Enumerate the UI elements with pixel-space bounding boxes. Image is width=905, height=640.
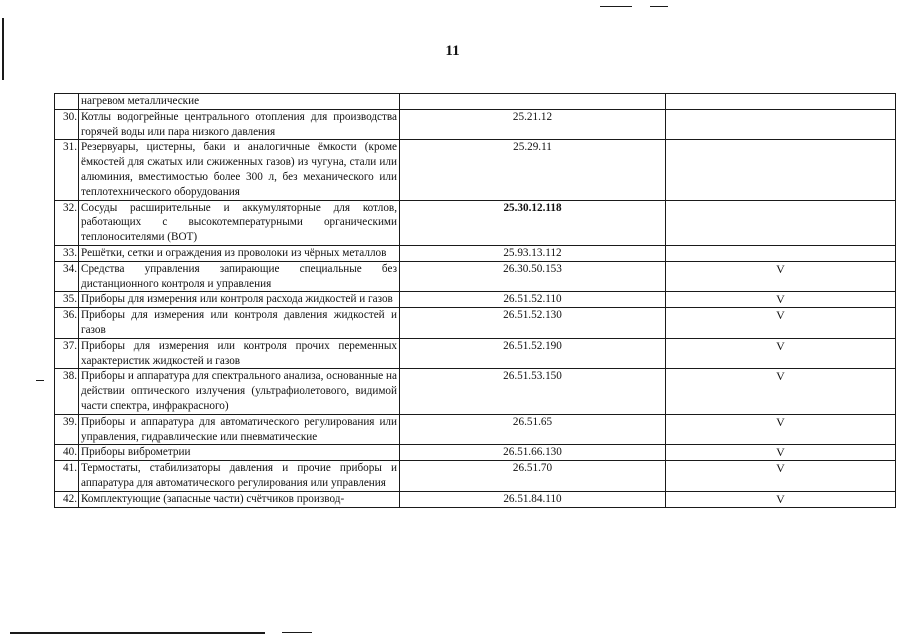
row-number: 30. [55, 109, 79, 140]
scan-edge-mark-top-2 [650, 6, 668, 7]
row-number: 42. [55, 491, 79, 507]
table-row [55, 245, 896, 261]
check-mark: V [666, 338, 896, 369]
product-name: Приборы для измерения или контроля давления жидкостей и газов [79, 308, 400, 339]
check-mark: V [666, 261, 896, 292]
row-number: 33. [55, 245, 79, 261]
registry-table-body [55, 94, 896, 508]
check-mark: V [666, 445, 896, 461]
product-name: Сосуды расширительные и аккумуляторные для котлов, работающих с высокотемпературными органическими теплоносителями (ВОТ) [79, 200, 400, 245]
row-number: 34. [55, 261, 79, 292]
scan-edge-mark-top [600, 6, 632, 7]
table-row [55, 445, 896, 461]
check-mark [666, 200, 896, 245]
product-name: Решётки, сетки и ограждения из проволоки из чёрных металлов [79, 245, 400, 261]
product-name: Приборы для измерения или контроля прочих переменных характеристик жидкостей и газов [79, 338, 400, 369]
row-number: 40. [55, 445, 79, 461]
row-number: 39. [55, 414, 79, 445]
product-name: Резервуары, цистерны, баки и аналогичные ёмкости (кроме ёмкостей для сжатых или сжиженных газов) из чугуна, стали или алюминия, вместимостью более 300 л, без механического или теплотехнического оборудования [79, 140, 400, 200]
okpd2-code: 26.51.53.150 [400, 369, 666, 414]
okpd2-code: 25.93.13.112 [400, 245, 666, 261]
product-name: Термостаты, стабилизаторы давления и прочие приборы и аппаратура для автоматического регулирования или управления [79, 461, 400, 492]
check-mark: V [666, 308, 896, 339]
okpd2-code [400, 94, 666, 110]
table-row [55, 308, 896, 339]
okpd2-code: 26.51.52.190 [400, 338, 666, 369]
table-row [55, 94, 896, 110]
check-mark [666, 109, 896, 140]
page-number: 11 [445, 43, 460, 59]
product-name: нагревом металлические [79, 94, 400, 110]
check-mark: V [666, 414, 896, 445]
okpd2-code: 26.51.52.110 [400, 292, 666, 308]
okpd2-code: 25.21.12 [400, 109, 666, 140]
check-mark: V [666, 369, 896, 414]
table-row [55, 292, 896, 308]
table-row [55, 200, 896, 245]
row-number: 41. [55, 461, 79, 492]
scan-edge-mark-bottom-2 [282, 632, 312, 633]
registry-table [54, 93, 896, 508]
check-mark [666, 140, 896, 200]
okpd2-code: 25.29.11 [400, 140, 666, 200]
product-name: Котлы водогрейные центрального отопления для производства горячей воды или пара низкого давления [79, 109, 400, 140]
table-row [55, 109, 896, 140]
okpd2-code: 26.51.84.110 [400, 491, 666, 507]
okpd2-code: 26.51.70 [400, 461, 666, 492]
table-row [55, 261, 896, 292]
product-name: Приборы виброметрии [79, 445, 400, 461]
check-mark: V [666, 292, 896, 308]
row-number: 37. [55, 338, 79, 369]
table-row [55, 491, 896, 507]
row-number: 31. [55, 140, 79, 200]
row-number [55, 94, 79, 110]
okpd2-code: 26.30.50.153 [400, 261, 666, 292]
product-name: Комплектующие (запасные части) счётчиков производ- [79, 491, 400, 507]
scan-edge-mark-bottom [10, 632, 265, 634]
okpd2-code: 25.30.12.118 [400, 200, 666, 245]
row-number: 32. [55, 200, 79, 245]
check-mark: V [666, 491, 896, 507]
table-row [55, 369, 896, 414]
okpd2-code: 26.51.66.130 [400, 445, 666, 461]
table-row [55, 140, 896, 200]
okpd2-code: 26.51.52.130 [400, 308, 666, 339]
scan-edge-mark-side [36, 380, 44, 381]
check-mark [666, 94, 896, 110]
row-number: 38. [55, 369, 79, 414]
product-name: Приборы для измерения или контроля расхода жидкостей и газов [79, 292, 400, 308]
table-row [55, 338, 896, 369]
product-name: Средства управления запирающие специальные без дистанционного контроля и управления [79, 261, 400, 292]
row-number: 36. [55, 308, 79, 339]
table-row [55, 461, 896, 492]
product-name: Приборы и аппаратура для спектрального анализа, основанные на действии оптического излучения (ультрафиолетового, видимой части спектра, инфракрасного) [79, 369, 400, 414]
row-number: 35. [55, 292, 79, 308]
product-name: Приборы и аппаратура для автоматического регулирования или управления, гидравлические или пневматические [79, 414, 400, 445]
check-mark: V [666, 461, 896, 492]
okpd2-code: 26.51.65 [400, 414, 666, 445]
check-mark [666, 245, 896, 261]
table-row [55, 414, 896, 445]
